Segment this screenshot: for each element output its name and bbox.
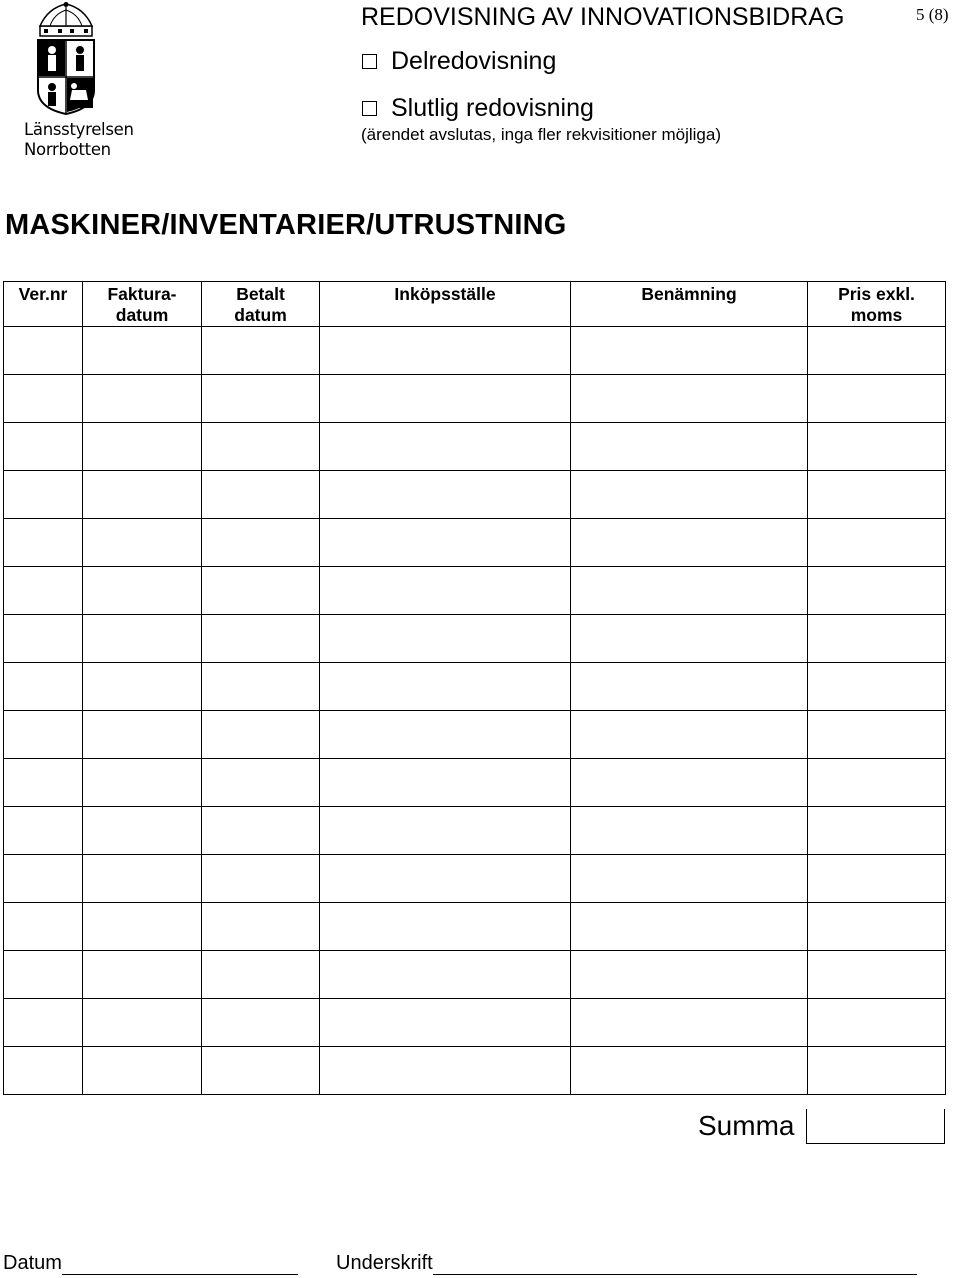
table-cell[interactable]: [83, 519, 202, 567]
table-cell[interactable]: [202, 567, 320, 615]
checkbox-slutlig-redovisning[interactable]: [362, 101, 377, 116]
table-cell[interactable]: [808, 807, 946, 855]
table-cell[interactable]: [808, 759, 946, 807]
table-cell[interactable]: [320, 855, 571, 903]
table-cell[interactable]: [4, 807, 83, 855]
table-cell[interactable]: [808, 999, 946, 1047]
table-cell[interactable]: [320, 327, 571, 375]
table-cell[interactable]: [202, 711, 320, 759]
table-cell[interactable]: [571, 855, 808, 903]
table-cell[interactable]: [320, 567, 571, 615]
table-cell[interactable]: [571, 327, 808, 375]
table-cell[interactable]: [808, 375, 946, 423]
table-cell[interactable]: [571, 807, 808, 855]
table-header-row: [4, 282, 946, 327]
table-row: [4, 903, 946, 951]
table-cell[interactable]: [4, 327, 83, 375]
datum-signature-field[interactable]: [3, 1252, 298, 1275]
table-row: [4, 855, 946, 903]
table-cell[interactable]: [83, 375, 202, 423]
table-cell[interactable]: [4, 999, 83, 1047]
table-row: [4, 375, 946, 423]
table-cell[interactable]: [4, 519, 83, 567]
underskrift-signature-field[interactable]: [336, 1252, 917, 1275]
table-cell[interactable]: [4, 663, 83, 711]
table-cell[interactable]: [571, 711, 808, 759]
table-cell[interactable]: [808, 519, 946, 567]
option-slutlig-redovisning-label: Slutlig redovisning: [391, 94, 594, 122]
table-cell[interactable]: [4, 375, 83, 423]
table-cell[interactable]: [202, 951, 320, 999]
table-cell[interactable]: [320, 807, 571, 855]
summa-input[interactable]: [806, 1109, 945, 1144]
page-number: 5 (8): [916, 5, 949, 24]
table-body: [4, 327, 946, 1095]
table-cell[interactable]: [320, 903, 571, 951]
table-cell[interactable]: [83, 327, 202, 375]
final-report-note: (ärendet avslutas, inga fler rekvisitioner möjliga): [361, 125, 721, 144]
table-cell[interactable]: [4, 759, 83, 807]
table-cell[interactable]: [202, 615, 320, 663]
table-cell[interactable]: [4, 615, 83, 663]
table-cell[interactable]: [83, 999, 202, 1047]
table-cell[interactable]: [808, 903, 946, 951]
table-cell[interactable]: [4, 471, 83, 519]
table-row: [4, 327, 946, 375]
table-cell[interactable]: [202, 999, 320, 1047]
table-cell[interactable]: [4, 711, 83, 759]
table-row: [4, 615, 946, 663]
table-cell[interactable]: [571, 567, 808, 615]
table-cell[interactable]: [202, 423, 320, 471]
table-cell[interactable]: [320, 1047, 571, 1095]
table-cell[interactable]: [571, 615, 808, 663]
table-cell[interactable]: [83, 615, 202, 663]
underskrift-label: Underskrift: [336, 1252, 433, 1274]
table-cell[interactable]: [83, 567, 202, 615]
table-cell[interactable]: [202, 327, 320, 375]
table-cell[interactable]: [320, 519, 571, 567]
table-row: [4, 663, 946, 711]
table-cell[interactable]: [202, 375, 320, 423]
coat-of-arms-icon: [10, 2, 128, 118]
table-cell[interactable]: [571, 663, 808, 711]
table-cell[interactable]: [83, 1047, 202, 1095]
lansstyrelsen-logo: [10, 2, 134, 160]
table-cell[interactable]: [83, 807, 202, 855]
table-cell[interactable]: [808, 471, 946, 519]
table-row: [4, 1047, 946, 1095]
table-row: [4, 807, 946, 855]
table-cell[interactable]: [808, 663, 946, 711]
table-row: [4, 471, 946, 519]
table-cell[interactable]: [320, 423, 571, 471]
table-cell[interactable]: [83, 663, 202, 711]
header-ver-nr: Ver.nr: [4, 282, 83, 327]
table-cell[interactable]: [571, 471, 808, 519]
table-row: [4, 951, 946, 999]
header-benamning: Benämning: [571, 282, 808, 327]
header-betalt-datum: Betalt datum: [202, 282, 320, 327]
table-cell[interactable]: [83, 855, 202, 903]
table-row: [4, 567, 946, 615]
table-cell[interactable]: [571, 1047, 808, 1095]
table-cell[interactable]: [83, 711, 202, 759]
table-cell[interactable]: [202, 807, 320, 855]
table-cell[interactable]: [320, 951, 571, 999]
logo-wordmark: [24, 120, 134, 160]
table-cell[interactable]: [320, 999, 571, 1047]
table-cell[interactable]: [571, 903, 808, 951]
table-cell[interactable]: [202, 519, 320, 567]
table-cell[interactable]: [571, 519, 808, 567]
table-cell[interactable]: [320, 759, 571, 807]
logo-text-line2: Norrbotten: [24, 140, 111, 159]
table-cell[interactable]: [571, 759, 808, 807]
document-title: REDOVISNING AV INNOVATIONSBIDRAG: [361, 3, 845, 31]
table-cell[interactable]: [83, 951, 202, 999]
table-cell[interactable]: [808, 855, 946, 903]
table-cell[interactable]: [83, 471, 202, 519]
table-cell[interactable]: [202, 759, 320, 807]
table-cell[interactable]: [808, 1047, 946, 1095]
table-cell[interactable]: [808, 615, 946, 663]
table-cell[interactable]: [83, 423, 202, 471]
table-cell[interactable]: [320, 663, 571, 711]
table-cell[interactable]: [808, 567, 946, 615]
table-cell[interactable]: [808, 327, 946, 375]
table-cell[interactable]: [202, 471, 320, 519]
table-cell[interactable]: [808, 423, 946, 471]
table-cell[interactable]: [202, 855, 320, 903]
equipment-table: [3, 281, 946, 1095]
table-cell[interactable]: [320, 615, 571, 663]
table-row: [4, 423, 946, 471]
table-cell[interactable]: [571, 423, 808, 471]
table-cell[interactable]: [202, 903, 320, 951]
table-cell[interactable]: [4, 855, 83, 903]
table-cell[interactable]: [4, 423, 83, 471]
table-cell[interactable]: [83, 903, 202, 951]
table-cell[interactable]: [4, 951, 83, 999]
header-fakturadatum: Faktura- datum: [83, 282, 202, 327]
section-title: MASKINER/INVENTARIER/UTRUSTNING: [5, 209, 567, 241]
table-cell[interactable]: [808, 951, 946, 999]
checkbox-delredovisning[interactable]: [362, 54, 377, 69]
table-cell[interactable]: [4, 1047, 83, 1095]
table-cell[interactable]: [571, 951, 808, 999]
table-cell[interactable]: [4, 567, 83, 615]
table-row: [4, 759, 946, 807]
underskrift-line[interactable]: [433, 1254, 917, 1275]
table-cell[interactable]: [808, 711, 946, 759]
option-delredovisning-label: Delredovisning: [391, 47, 557, 75]
table-cell[interactable]: [320, 471, 571, 519]
header-pris-exkl-moms: Pris exkl. moms: [808, 282, 946, 327]
table-row: [4, 711, 946, 759]
header-inkopsstalle: Inköpsställe: [320, 282, 571, 327]
table-cell[interactable]: [320, 375, 571, 423]
table-cell[interactable]: [571, 999, 808, 1047]
option-delredovisning[interactable]: [362, 47, 556, 76]
logo-text-line1: Länsstyrelsen: [24, 120, 134, 139]
datum-line[interactable]: [62, 1254, 298, 1275]
summa-label: Summa: [698, 1110, 795, 1141]
table-cell[interactable]: [320, 711, 571, 759]
table-cell[interactable]: [83, 759, 202, 807]
table-cell[interactable]: [4, 903, 83, 951]
table-row: [4, 999, 946, 1047]
table-cell[interactable]: [571, 375, 808, 423]
table-cell[interactable]: [202, 663, 320, 711]
datum-label: Datum: [3, 1252, 62, 1274]
table-row: [4, 519, 946, 567]
option-slutlig-redovisning[interactable]: [362, 94, 594, 123]
table-cell[interactable]: [202, 1047, 320, 1095]
